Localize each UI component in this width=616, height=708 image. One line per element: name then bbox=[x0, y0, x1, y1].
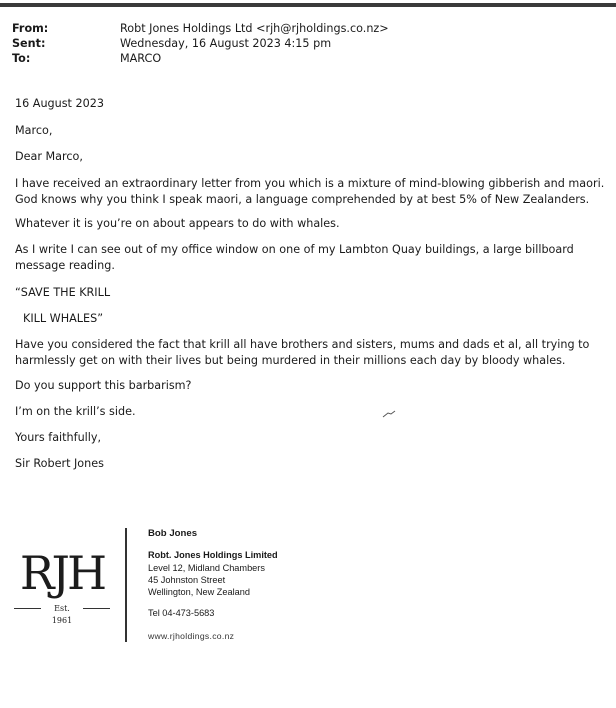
footer-address-1: Level 12, Midland Chambers bbox=[148, 563, 265, 573]
top-rule bbox=[0, 3, 616, 7]
est-line-left bbox=[14, 608, 41, 609]
salutation: Dear Marco, bbox=[15, 150, 83, 163]
paragraph-whales: Whatever it is you’re on about appears to do with whales. bbox=[15, 217, 340, 230]
quote-line-2: KILL WHALES” bbox=[23, 312, 103, 325]
paragraph-letter-received: I have received an extraordinary letter from you which is a mixture of mind-blowing gibberish and maori. God knows why you think I speak maori, a language comprehended by at best 5% of New Zealanders. bbox=[15, 177, 605, 207]
footer-company: Robt. Jones Holdings Limited bbox=[148, 550, 278, 560]
to-value: MARCO bbox=[120, 52, 162, 65]
to-label: To: bbox=[12, 52, 31, 65]
footer-address-2: 45 Johnston Street bbox=[148, 575, 226, 585]
est-text: Est. 1961 bbox=[51, 604, 73, 625]
quote-line-1: “SAVE THE KRILL bbox=[15, 286, 111, 299]
salutation-short: Marco, bbox=[15, 124, 53, 137]
est-badge bbox=[14, 603, 110, 625]
footer-website: www.rjholdings.co.nz bbox=[148, 631, 235, 641]
sent-value: Wednesday, 16 August 2023 4:15 pm bbox=[120, 37, 332, 50]
paragraph-question: Do you support this barbarism? bbox=[15, 379, 192, 392]
paragraph-krill-side: I’m on the krill’s side. bbox=[15, 405, 136, 418]
scan-mark bbox=[382, 410, 396, 418]
footer-name: Bob Jones bbox=[148, 528, 198, 539]
footer-address-3: Wellington, New Zealand bbox=[148, 587, 250, 597]
est-line-right bbox=[83, 608, 110, 609]
letter-date: 16 August 2023 bbox=[15, 97, 104, 110]
paragraph-krill: Have you considered the fact that krill all have brothers and sisters, mums and dads et al, all trying to harmlessly get on with their lives but being murdered in their millions each day by bloody whales. bbox=[15, 338, 590, 368]
footer-divider bbox=[125, 528, 127, 642]
from-label: From: bbox=[12, 22, 49, 35]
paragraph-billboard: As I write I can see out of my office window on one of my Lambton Quay buildings, a large billboard message reading. bbox=[15, 243, 574, 273]
from-value: Robt Jones Holdings Ltd <rjh@rjholdings.co.nz> bbox=[120, 22, 389, 35]
signature-name: Sir Robert Jones bbox=[15, 457, 104, 470]
footer-phone: Tel 04-473-5683 bbox=[148, 608, 215, 618]
closing: Yours faithfully, bbox=[15, 431, 102, 444]
sent-label: Sent: bbox=[12, 37, 46, 50]
rjh-logo: RJH bbox=[19, 546, 105, 600]
